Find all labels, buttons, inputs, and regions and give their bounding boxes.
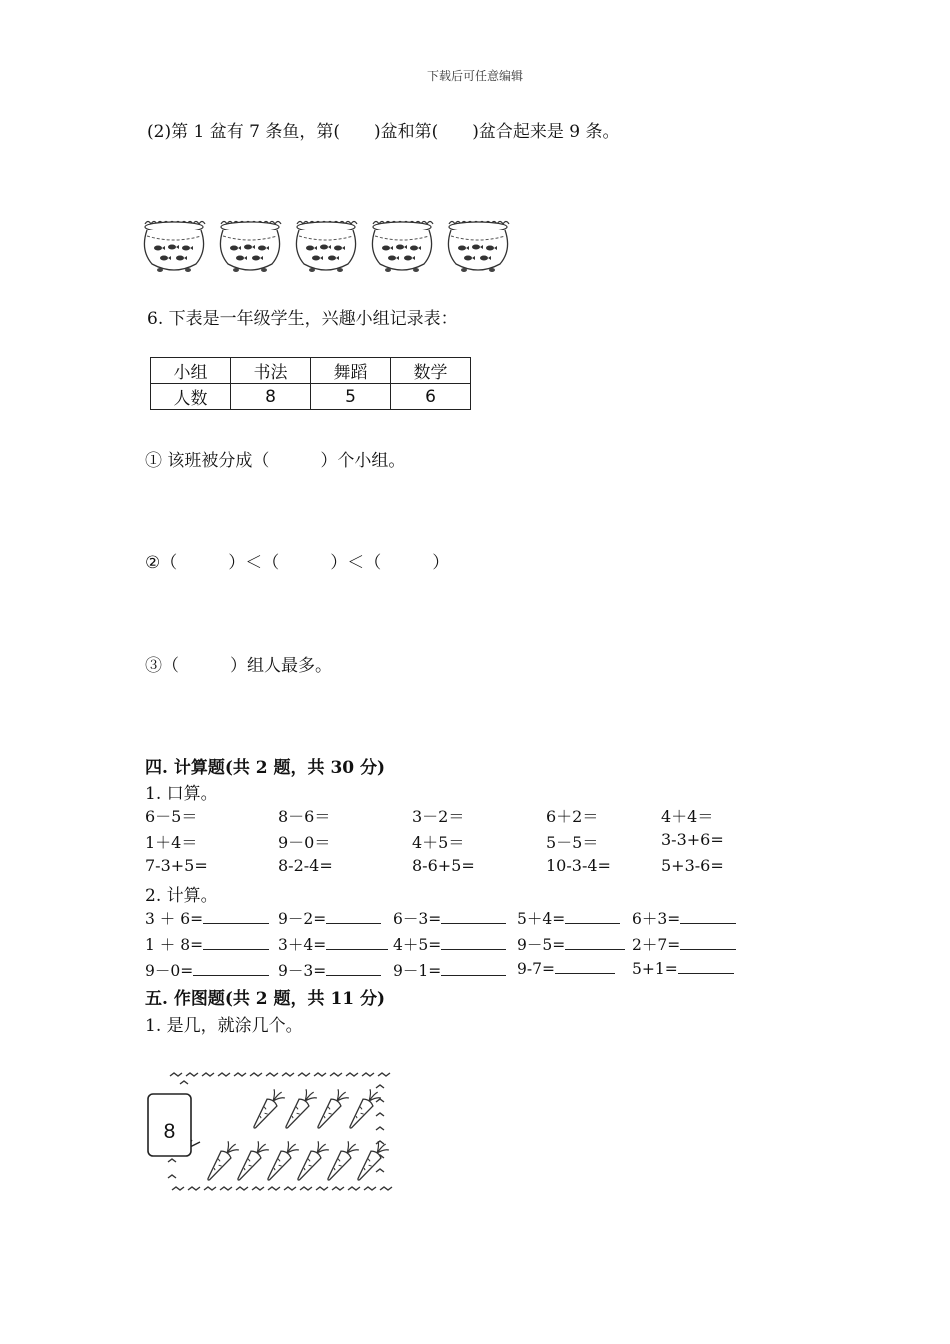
calc-item [145,907,269,929]
answer-blank[interactable] [678,959,734,974]
table-row [151,384,471,410]
section-5-title: 五. 作图题(共 2 题，共 11 分) [145,989,386,1009]
carrot-icon[interactable] [203,1140,240,1185]
calc-item [517,959,615,978]
section-4-q2-title: 2. 计算。 [145,886,218,906]
oral-calc-item: 5－5＝ [546,833,599,852]
table-cell: 6 [391,384,471,410]
calc-item [393,907,506,929]
calc-expression: 3＋4= [278,936,327,954]
calc-item [393,933,506,955]
question-6-item-1: ① 该班被分成（ ）个小组。 [145,451,406,471]
answer-blank[interactable] [326,961,381,976]
fishbowl-icon [372,222,433,273]
carrot-icon[interactable] [263,1140,300,1185]
question-5-2: (2)第 1 盆有 7 条鱼，第( )盆和第( )盆合起来是 9 条。 [147,122,620,142]
carrot-icon[interactable] [249,1088,286,1133]
calc-expression: 5+1= [632,960,678,978]
calc-item [278,959,381,981]
calc-expression: 9－3= [278,962,327,980]
table-cell: 8 [231,384,311,410]
question-6-item-3: ③（ ）组人最多。 [145,656,332,676]
oral-calc-item: 8－6＝ [278,807,331,826]
oral-calc-item: 10-3-4= [546,856,611,875]
oral-calc-item: 5+3-6= [661,856,724,875]
calc-item [517,933,625,955]
question-6-item-2: ②（ ）＜（ ）＜（ ） [145,553,450,573]
oral-calc-item: 4＋4＝ [661,807,714,826]
table-header-cell: 舞蹈 [311,358,391,384]
calc-expression: 3 ＋ 6= [145,910,204,928]
answer-blank[interactable] [680,909,736,924]
calc-item [632,933,736,955]
carrot-icon[interactable] [313,1088,350,1133]
calc-expression: 9－0= [145,962,194,980]
calc-item [278,907,381,929]
oral-calc-item: 1＋4＝ [145,833,198,852]
oral-calc-item: 8-6+5= [412,856,475,875]
calc-item [517,907,620,929]
answer-blank[interactable] [565,935,625,950]
calc-expression: 5＋4= [517,910,566,928]
answer-blank[interactable] [203,909,269,924]
oral-calc-item: 8-2-4= [278,856,333,875]
carrot-icon[interactable] [353,1140,390,1185]
oral-calc-item: 7-3+5= [145,856,208,875]
fishbowl-row [140,214,520,276]
table-cell: 人数 [151,384,231,410]
answer-blank[interactable] [680,935,736,950]
page-header: 下载后可任意编辑 [426,69,523,83]
calc-item [393,959,506,981]
calc-item [145,933,269,955]
oral-calc-item: 3－2＝ [412,807,465,826]
section-5-q1-title: 1. 是几，就涂几个。 [145,1016,303,1036]
calc-item [278,933,388,955]
answer-blank[interactable] [326,909,381,924]
carrot-icon[interactable] [233,1140,270,1185]
answer-blank[interactable] [555,959,615,974]
question-6-title: 6. 下表是一年级学生，兴趣小组记录表： [147,309,458,329]
oral-calc-item: 6＋2＝ [546,807,599,826]
calc-expression: 9－5= [517,936,566,954]
table-header-cell: 小组 [151,358,231,384]
calc-item [145,959,269,981]
section-4-title: 四. 计算题(共 2 题，共 30 分) [145,758,386,778]
carrot-icon[interactable] [293,1140,330,1185]
carrot-frame [140,1066,400,1201]
answer-blank[interactable] [193,961,269,976]
carrot-icon[interactable] [345,1088,382,1133]
fishbowl-icon [144,222,205,273]
calc-expression: 2＋7= [632,936,681,954]
table-header-row [151,358,471,384]
answer-blank[interactable] [441,935,506,950]
fishbowl-icon [220,222,281,273]
carrot-icon[interactable] [323,1140,360,1185]
table-header-cell: 数学 [391,358,471,384]
section-4-q1-title: 1. 口算。 [145,784,218,804]
fishbowl-icon [448,222,509,273]
table-header-cell: 书法 [231,358,311,384]
calc-expression: 1 ＋ 8= [145,936,204,954]
calc-expression: 6＋3= [632,910,681,928]
calc-item [632,907,736,929]
oral-calc-item: 3-3+6= [661,830,724,849]
carrot-icon[interactable] [281,1088,318,1133]
answer-blank[interactable] [441,909,506,924]
calc-expression: 9-7= [517,960,555,978]
answer-blank[interactable] [326,935,388,950]
number-card-value: 8 [163,1120,176,1143]
calc-expression: 4＋5= [393,936,442,954]
oral-calc-item: 6－5＝ [145,807,198,826]
table-cell: 5 [311,384,391,410]
interest-group-table [150,357,471,410]
fishbowl-icon [296,222,357,273]
oral-calc-item: 9－0＝ [278,833,331,852]
calc-item [632,959,734,978]
calc-expression: 9－1= [393,962,442,980]
answer-blank[interactable] [441,961,506,976]
answer-blank[interactable] [203,935,269,950]
calc-expression: 6－3= [393,910,442,928]
oral-calc-item: 4＋5＝ [412,833,465,852]
decorative-border [168,1073,392,1190]
answer-blank[interactable] [565,909,620,924]
calc-expression: 9－2= [278,910,327,928]
